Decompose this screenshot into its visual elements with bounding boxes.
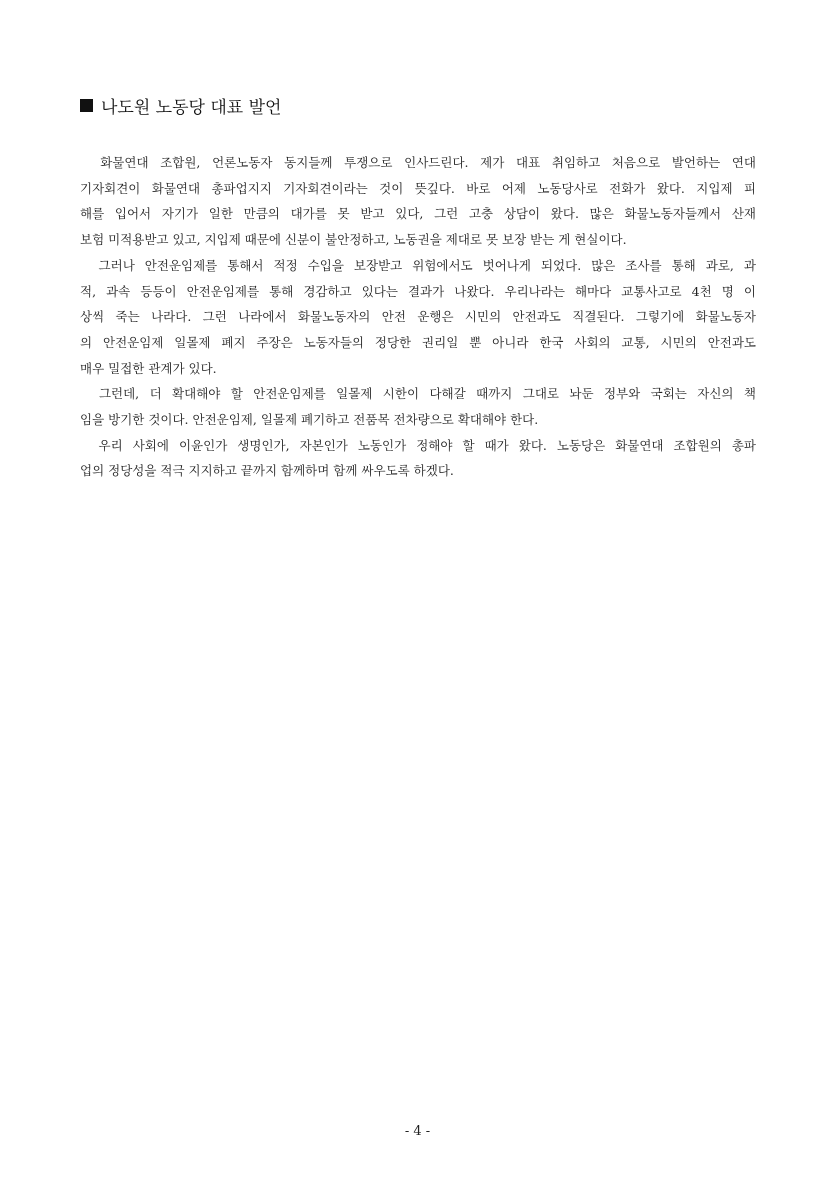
text-line: 우리 사회에 이윤인가 생명인가, 자본인가 노동인가 정해야 할 때가 왔다. 노동당은 화물연대 조합원의 총파 bbox=[80, 437, 756, 453]
text-line: 화물연대 조합원, 언론노동자 동지들께 투쟁으로 인사드린다. 제가 대표 취임하고 처음으로 발언하는 연대 bbox=[80, 155, 756, 170]
paragraph-2 bbox=[80, 253, 756, 382]
page-number: - 4 - bbox=[404, 1124, 431, 1139]
black-square-bullet-icon bbox=[80, 99, 93, 112]
paragraph-1 bbox=[80, 150, 756, 253]
text-line: 보험 미적용받고 있고, 지입제 때문에 신분이 불안정하고, 노동권을 제대로 못 보장 받는 게 현실이다. bbox=[80, 232, 627, 248]
paragraph-3 bbox=[80, 381, 756, 432]
text-line: 기자회견이 화물연대 총파업지지 기자회견이라는 것이 뜻깊다. 바로 어제 노동당사로 전화가 왔다. 지입제 피 bbox=[80, 180, 756, 196]
text-line: 그런데, 더 확대해야 할 안전운임제를 일몰제 시한이 다해갈 때까지 그대로 놔둔 정부와 국회는 자신의 책 bbox=[80, 386, 756, 402]
text-line: 해를 입어서 자기가 일한 만큼의 대가를 못 받고 있다, 그런 고충 상담이 왔다. 많은 화물노동자들께서 산재 bbox=[80, 206, 756, 222]
heading-text: 나도원 노동당 대표 발언 bbox=[101, 98, 282, 118]
text-line: 업의 정당성을 적극 지지하고 끝까지 함께하며 함께 싸우도록 하겠다. bbox=[80, 463, 454, 479]
text-line: 그러나 안전운임제를 통해서 적정 수입을 보장받고 위험에서도 벗어나게 되었다. 많은 조사를 통해 과로, 과 bbox=[80, 257, 756, 273]
text-line: 임을 방기한 것이다. 안전운임제, 일몰제 폐기하고 전품목 전차량으로 확대해야 한다. bbox=[80, 412, 539, 428]
document-body bbox=[80, 150, 756, 484]
paragraph-4 bbox=[80, 433, 756, 484]
text-line: 상씩 죽는 나라다. 그런 나라에서 화물노동자의 안전 운행은 시민의 안전과도 직결된다. 그렇기에 화물노동자 bbox=[80, 309, 756, 325]
text-line: 매우 밀접한 관계가 있다. bbox=[80, 360, 217, 376]
section-heading bbox=[80, 93, 281, 118]
text-line: 적, 과속 등등이 안전운임제를 통해 경감하고 있다는 결과가 나왔다. 우리나라는 해마다 교통사고로 4천 명 이 bbox=[80, 283, 756, 299]
text-line: 의 안전운임제 일몰제 폐지 주장은 노동자들의 정당한 권리일 뿐 아니라 한국 사회의 교통, 시민의 안전과도 bbox=[80, 334, 756, 350]
